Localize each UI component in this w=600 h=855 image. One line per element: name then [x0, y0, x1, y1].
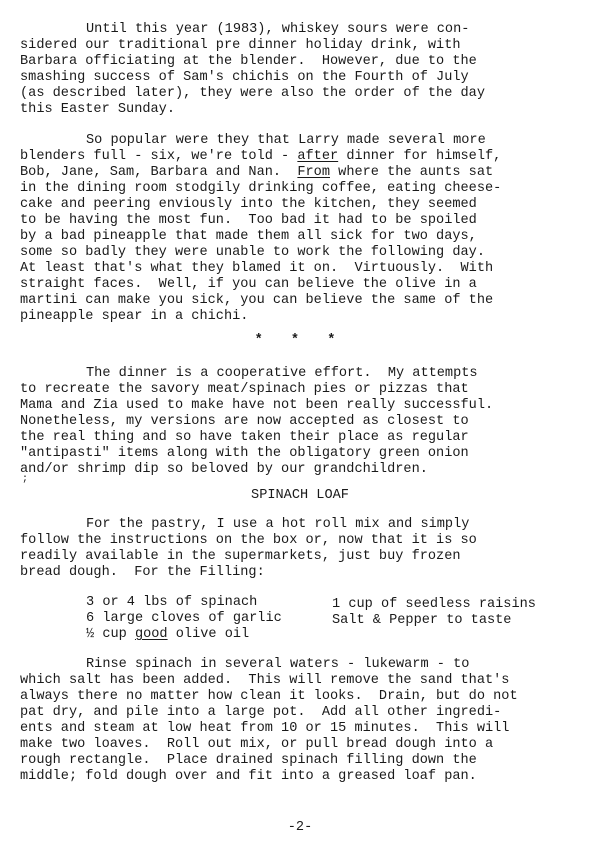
ingredient-item: 6 large cloves of garlic — [86, 611, 282, 626]
text-line: middle; fold dough over and fit into a greased loaf pan. — [20, 769, 477, 784]
text-line: the real thing and so have taken their place as regular — [20, 430, 469, 445]
paragraph-pastry — [20, 517, 590, 581]
ingredient-item: Salt & Pepper to taste — [332, 613, 512, 628]
ingredient-item: 3 or 4 lbs of spinach — [86, 595, 258, 610]
text-line: Mama and Zia used to make have not been really successful. — [20, 398, 494, 413]
text-line: pineapple spear in a chichi. — [20, 309, 249, 324]
text-line: Nonetheless, my versions are now accepted as closest to — [20, 414, 469, 429]
text-line: "antipasti" items along with the obligatory green onion — [20, 446, 469, 461]
page-number: -2- — [287, 820, 313, 835]
underlined-word: after — [297, 149, 339, 164]
text-line: For the pastry, I use a hot roll mix and simply — [86, 517, 470, 532]
text-line: So popular were they that Larry made several more — [86, 133, 486, 148]
text-line: follow the instructions on the box or, now that it is so — [20, 533, 477, 548]
underlined-word: good — [134, 627, 168, 642]
text-line: this Easter Sunday. — [20, 102, 175, 117]
text-line: to be having the most fun. Too bad it had to be spoiled — [20, 213, 477, 228]
text-line: At least that's what they blamed it on. Virtuously. With — [20, 261, 494, 276]
text-line: martini can make you sick, you can believe the same of the — [20, 293, 494, 308]
text-line: in the dining room stodgily drinking coffee, eating cheese- — [20, 181, 502, 196]
paragraph-method — [20, 657, 590, 785]
text-line: The dinner is a cooperative effort. My attempts — [86, 366, 478, 381]
text-line: which salt has been added. This will remove the sand that's — [20, 673, 510, 688]
text-line: to recreate the savory meat/spinach pies or pizzas that — [20, 382, 469, 397]
text-line: sidered our traditional pre dinner holiday drink, with — [20, 38, 461, 53]
text-line: Until this year (1983), whiskey sours were con- — [86, 22, 470, 37]
stray-mark: ; — [22, 474, 29, 485]
ingredients-right-column — [332, 597, 536, 629]
text-line: readily available in the supermarkets, just buy frozen — [20, 549, 461, 564]
section-separator: * * * — [254, 333, 346, 348]
text-line: cake and peering enviously into the kitchen, they seemed — [20, 197, 477, 212]
underlined-word: From — [297, 165, 330, 180]
paragraph-chichis — [20, 133, 590, 325]
text-line: blenders full - six, we're told - after dinner for himself, — [20, 149, 502, 164]
text-line: bread dough. For the Filling: — [20, 565, 265, 580]
text-line: straight faces. Well, if you can believe the olive in a — [20, 277, 477, 292]
ingredient-item: 1 cup of seedless raisins — [332, 597, 536, 612]
text-line: (as described later), they were also the order of the day — [20, 86, 485, 101]
recipe-title: SPINACH LOAF — [251, 488, 349, 503]
text-line: by a bad pineapple that made them all sick for two days, — [20, 229, 477, 244]
text-line: rough rectangle. Place drained spinach filling down the — [20, 753, 477, 768]
text-line: ents and steam at low heat from 10 or 15 minutes. This will — [20, 721, 510, 736]
paragraph-dinner — [20, 366, 590, 478]
ingredient-item: ½ cup good olive oil — [86, 627, 250, 642]
text-line: always there no matter how clean it looks. Drain, but do not — [20, 689, 518, 704]
text-line: pat dry, and pile into a large pot. Add all other ingredi- — [20, 705, 502, 720]
ingredients-left-column — [86, 595, 282, 643]
text-line: Bob, Jane, Sam, Barbara and Nan. From where the aunts sat — [20, 165, 494, 180]
paragraph-whiskey-sours — [20, 22, 590, 118]
text-line: and/or shrimp dip so beloved by our grandchildren. — [20, 462, 428, 477]
text-line: Rinse spinach in several waters - lukewarm - to — [86, 657, 470, 672]
text-line: smashing success of Sam's chichis on the Fourth of July — [20, 70, 469, 85]
text-line: make two loaves. Roll out mix, or pull bread dough into a — [20, 737, 494, 752]
text-line: some so badly they were unable to work the following day. — [20, 245, 485, 260]
text-line: Barbara officiating at the blender. However, due to the — [20, 54, 477, 69]
